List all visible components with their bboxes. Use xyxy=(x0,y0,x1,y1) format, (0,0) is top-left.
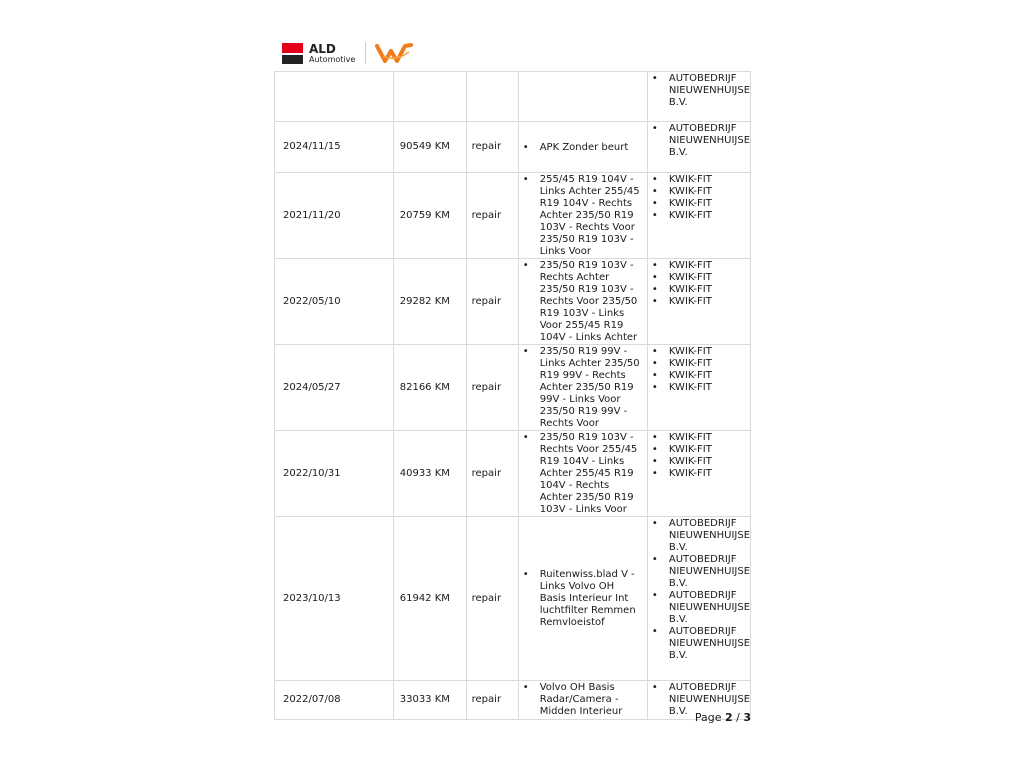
mileage-cell: 33033 KM xyxy=(393,681,466,720)
supplier-item: • AUTOBEDRIJF NIEUWENHUIJSE B.V. xyxy=(652,123,748,159)
supplier-list xyxy=(652,123,751,159)
supplier-list xyxy=(652,346,748,394)
description-list xyxy=(523,682,643,718)
description-cell xyxy=(518,259,647,345)
supplier-item: • KWIK-FIT xyxy=(652,432,748,444)
supplier-item: • AUTOBEDRIJF NIEUWENHUIJSE B.V. xyxy=(652,682,748,718)
type-cell: repair xyxy=(466,681,518,720)
description-list xyxy=(523,174,643,258)
description-item: • APK Zonder beurt xyxy=(523,142,643,154)
description-cell xyxy=(518,345,647,431)
supplier-item: • KWIK-FIT xyxy=(652,382,748,394)
supplier-item: • KWIK-FIT xyxy=(652,272,748,284)
description-item: • 235/50 R19 103V - Rechts Voor 255/45 R19 104V - Links Achter 255/45 R19 104V - Rechts Achter 235/50 R19 103V - Links Voor xyxy=(523,432,643,516)
description-list xyxy=(523,142,643,154)
supplier-item: • KWIK-FIT xyxy=(652,468,748,480)
supplier-cell xyxy=(647,345,750,431)
date-cell: 2022/07/08 xyxy=(275,681,394,720)
mileage-cell: 61942 KM xyxy=(393,517,466,681)
supplier-cell xyxy=(647,431,750,517)
supplier-list xyxy=(652,432,748,480)
brand-name: ALD xyxy=(309,41,336,56)
type-cell: repair xyxy=(466,173,518,259)
mileage-cell: 82166 KM xyxy=(393,345,466,431)
supplier-item: • AUTOBEDRIJF NIEUWENHUIJSE B.V. xyxy=(652,554,748,590)
supplier-item: • KWIK-FIT xyxy=(652,346,748,358)
supplier-list xyxy=(652,73,751,109)
table-row xyxy=(275,173,751,259)
supplier-item: • AUTOBEDRIJF NIEUWENHUIJSE B.V. xyxy=(652,73,748,109)
supplier-cell xyxy=(647,517,750,681)
supplier-list xyxy=(652,518,751,662)
table-row xyxy=(275,122,751,173)
description-list xyxy=(523,346,643,430)
supplier-item: • KWIK-FIT xyxy=(652,370,748,382)
supplier-cell xyxy=(647,72,750,122)
maintenance-history-table xyxy=(274,71,751,720)
supplier-item: • KWIK-FIT xyxy=(652,186,748,198)
description-cell xyxy=(518,681,647,720)
mileage-cell xyxy=(393,72,466,122)
brand-sub: Automotive xyxy=(309,54,356,64)
type-cell: repair xyxy=(466,517,518,681)
supplier-item: • AUTOBEDRIJF NIEUWENHUIJSE B.V. xyxy=(652,626,748,662)
date-cell: 2022/05/10 xyxy=(275,259,394,345)
description-list xyxy=(523,569,643,629)
supplier-cell xyxy=(647,259,750,345)
date-cell: 2022/10/31 xyxy=(275,431,394,517)
supplier-list xyxy=(652,260,748,308)
table-row xyxy=(275,345,751,431)
supplier-list xyxy=(652,174,748,222)
mileage-cell: 40933 KM xyxy=(393,431,466,517)
table-row xyxy=(275,681,751,720)
date-cell: 2023/10/13 xyxy=(275,517,394,681)
description-item: • 235/50 R19 103V - Rechts Achter 235/50 R19 103V - Rechts Voor 235/50 R19 103V - Links Voor 255/45 R19 104V - Links Achter xyxy=(523,260,643,344)
supplier-cell xyxy=(647,122,750,173)
supplier-item: • AUTOBEDRIJF NIEUWENHUIJSE B.V. xyxy=(652,518,748,554)
supplier-item: • KWIK-FIT xyxy=(652,260,748,272)
ald-logo-icon xyxy=(282,43,303,64)
supplier-item: • AUTOBEDRIJF NIEUWENHUIJSE B.V. xyxy=(652,590,748,626)
supplier-item: • KWIK-FIT xyxy=(652,174,748,186)
table-row xyxy=(275,72,751,122)
current-page: 2 xyxy=(724,711,733,724)
partner-logo-icon xyxy=(375,42,415,64)
mileage-cell: 29282 KM xyxy=(393,259,466,345)
description-item: • Volvo OH Basis Radar/Camera - Midden Interieur xyxy=(523,682,643,718)
supplier-cell xyxy=(647,173,750,259)
supplier-item: • KWIK-FIT xyxy=(652,198,748,210)
description-list xyxy=(523,432,643,516)
description-cell xyxy=(518,72,647,122)
supplier-item: • KWIK-FIT xyxy=(652,358,748,370)
type-cell xyxy=(466,72,518,122)
type-cell: repair xyxy=(466,345,518,431)
page-header xyxy=(282,41,415,65)
type-cell: repair xyxy=(466,431,518,517)
logo-divider xyxy=(365,42,366,64)
mileage-cell: 90549 KM xyxy=(393,122,466,173)
date-cell: 2024/05/27 xyxy=(275,345,394,431)
page-indicator xyxy=(695,711,751,724)
total-pages: 3 xyxy=(743,711,751,724)
description-cell xyxy=(518,173,647,259)
page-label: Page xyxy=(694,711,722,724)
date-cell xyxy=(275,72,394,122)
supplier-item: • KWIK-FIT xyxy=(652,444,748,456)
ald-logo-text xyxy=(309,43,355,64)
date-cell: 2024/11/15 xyxy=(275,122,394,173)
description-item: • Ruitenwiss.blad V - Links Volvo OH Basis Interieur Int luchtfilter Remmen Remvloeistof xyxy=(523,569,643,629)
table-row xyxy=(275,517,751,681)
page-separator: / xyxy=(736,711,740,724)
supplier-item: • KWIK-FIT xyxy=(652,296,748,308)
table-row xyxy=(275,431,751,517)
description-cell xyxy=(518,431,647,517)
description-cell xyxy=(518,517,647,681)
description-item: • 255/45 R19 104V - Links Achter 255/45 R19 104V - Rechts Achter 235/50 R19 103V - Rechts Voor 235/50 R19 103V - Links Voor xyxy=(523,174,643,258)
date-cell: 2021/11/20 xyxy=(275,173,394,259)
mileage-cell: 20759 KM xyxy=(393,173,466,259)
supplier-item: • KWIK-FIT xyxy=(652,210,748,222)
description-cell xyxy=(518,122,647,173)
description-item: • 235/50 R19 99V - Links Achter 235/50 R19 99V - Rechts Achter 235/50 R19 99V - Links Voor 235/50 R19 99V - Rechts Voor xyxy=(523,346,643,430)
type-cell: repair xyxy=(466,259,518,345)
type-cell: repair xyxy=(466,122,518,173)
description-list xyxy=(523,260,643,344)
supplier-item: • KWIK-FIT xyxy=(652,284,748,296)
table-row xyxy=(275,259,751,345)
supplier-item: • KWIK-FIT xyxy=(652,456,748,468)
